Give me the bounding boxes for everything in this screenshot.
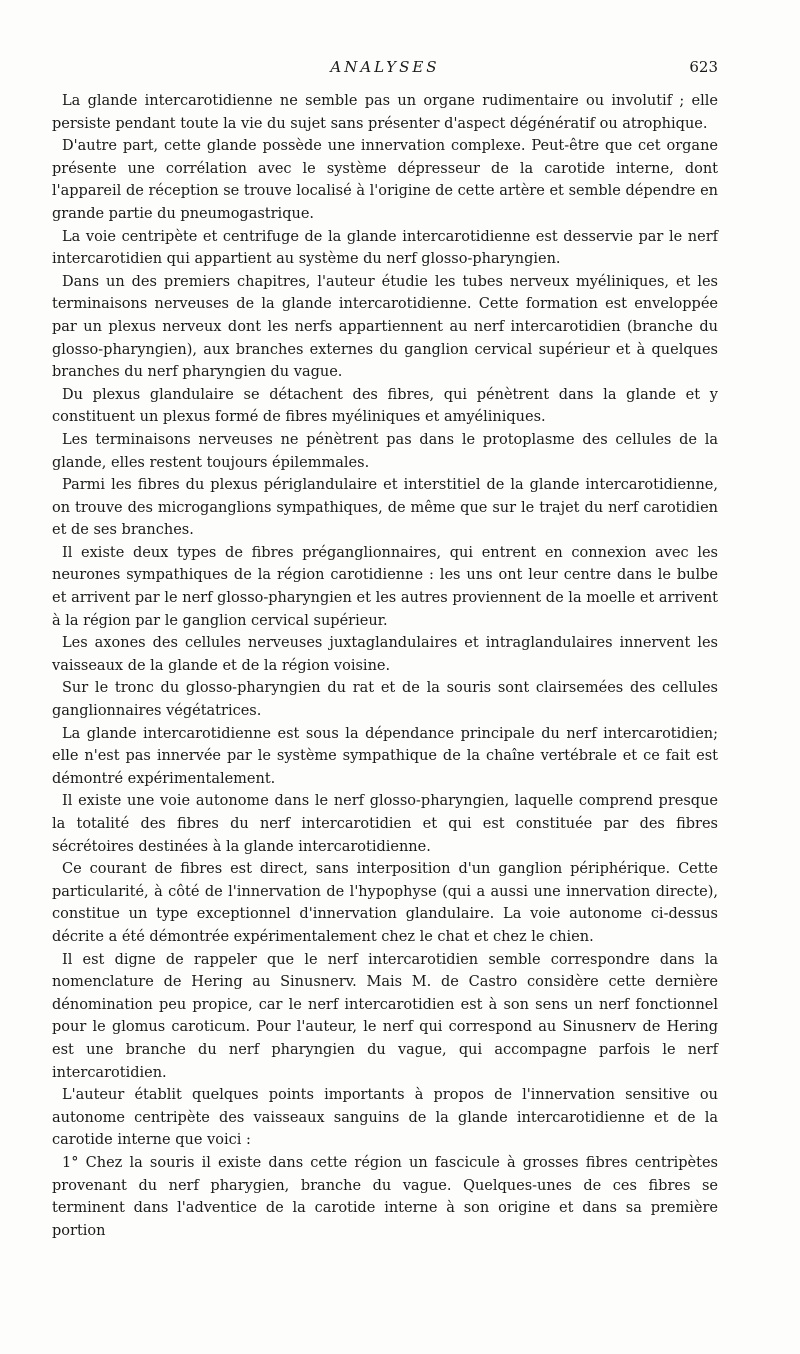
paragraph: Les axones des cellules nerveuses juxtaglandulaires et intraglandulaires innervent les vaisseaux de la glande et de la région voisine. [52, 635, 718, 674]
paragraph: D'autre part, cette glande possède une innervation complexe. Peut-être que cet organe présente une corrélation avec le système dépresseur de la carotide interne, dont l'appareil de réception se trouve localisé à l'origine de cette artère et semble dépendre en grande partie du pneumogastrique. [52, 138, 718, 222]
paragraph: Parmi les fibres du plexus périglandulaire et interstitiel de la glande intercarotidienne, on trouve des microganglions sympathiques, de même que sur le trajet du nerf carotidien et de ses branches. [52, 477, 718, 539]
paragraph: Sur le tronc du glosso-pharyngien du rat et de la souris sont clairsemées des cellules ganglionnaires végétatrices. [52, 680, 718, 720]
paragraph: La voie centripète et centrifuge de la glande intercarotidienne est desservie par le nerf intercarotidien qui appartient au système du nerf glosso-pharyngien. [52, 228, 718, 268]
paragraph: Il est digne de rappeler que le nerf intercarotidien semble correspondre dans la nomenclature de Hering au Sinusnerv. Mais M. de Castro considère cette dernière dénomination peu propice, car le nerf intercarotidien est à son sens un nerf fonctionnel pour le glomus caroticum. Pour l'auteur, le nerf qui correspond au Sinusnerv de Hering est une branche du nerf pharyngien du vague, qui accompagne parfois le nerf intercarotidien. [52, 951, 718, 1081]
paragraph: Les terminaisons nerveuses ne pénètrent pas dans le protoplasme des cellules de la glande, elles restent toujours épilemmales. [52, 431, 718, 471]
paragraph: La glande intercarotidienne ne semble pas un organe rudimentaire ou involutif ; elle persiste pendant toute la vie du sujet sans présenter d'aspect dégénératif ou atrophique. [52, 93, 718, 132]
paragraph: Dans un des premiers chapitres, l'auteur étudie les tubes nerveux myéliniques, et les terminaisons nerveuses de la glande intercarotidienne. Cette formation est enveloppée par un plexus nerveux dont les nerfs appartiennent au nerf intercarotidien (branche du glosso-pharyngien), aux branches externes du ganglion cervical supérieur et à quelques branches du nerf pharyngien du vague. [52, 273, 718, 381]
body-text [52, 90, 718, 1242]
paragraph: La glande intercarotidienne est sous la dépendance principale du nerf intercarotidien; elle n'est pas innervée par le système sympathique de la chaîne vertébrale et ce fait est démontré expérimentalement. [52, 725, 718, 787]
paragraph: L'auteur établit quelques points importants à propos de l'innervation sensitive ou autonome centripète des vaisseaux sanguins de la glande intercarotidienne et de la carotide interne que voici : [52, 1087, 718, 1149]
page-number: 623 [689, 58, 718, 76]
paragraph: Du plexus glandulaire se détachent des fibres, qui pénètrent dans la glande et y constituent un plexus formé de fibres myéliniques et amyéliniques. [52, 386, 718, 426]
running-title: ANALYSES [330, 58, 440, 76]
paragraph: Ce courant de fibres est direct, sans interposition d'un ganglion périphérique. Cette particularité, à côté de l'innervation de l'hypophyse (qui a aussi une innervation directe), constitue un type exceptionnel d'innervation glandulaire. La voie autonome ci-dessus décrite a été démontrée expérimentalement chez le chat et chez le chien. [52, 861, 718, 945]
paragraph: 1° Chez la souris il existe dans cette région un fascicule à grosses fibres centripètes provenant du nerf pharygien, branche du vague. Quelques-unes de ces fibres se terminent dans l'adventice de la carotide interne à son origine et dans sa première portion [52, 1154, 718, 1239]
paragraph: Il existe deux types de fibres préganglionnaires, qui entrent en connexion avec les neurones sympathiques de la région carotidienne : les uns ont leur centre dans le bulbe et arrivent par le nerf glosso-pharyngien et les autres proviennent de la moelle et arrivent à la région par le ganglion cervical supérieur. [52, 544, 718, 629]
running-header [52, 58, 718, 84]
paragraph: Il existe une voie autonome dans le nerf glosso-pharyngien, laquelle comprend presque la totalité des fibres du nerf intercarotidien et qui est constituée par des fibres sécrétoires destinées à la glande intercarotidienne. [52, 793, 718, 855]
